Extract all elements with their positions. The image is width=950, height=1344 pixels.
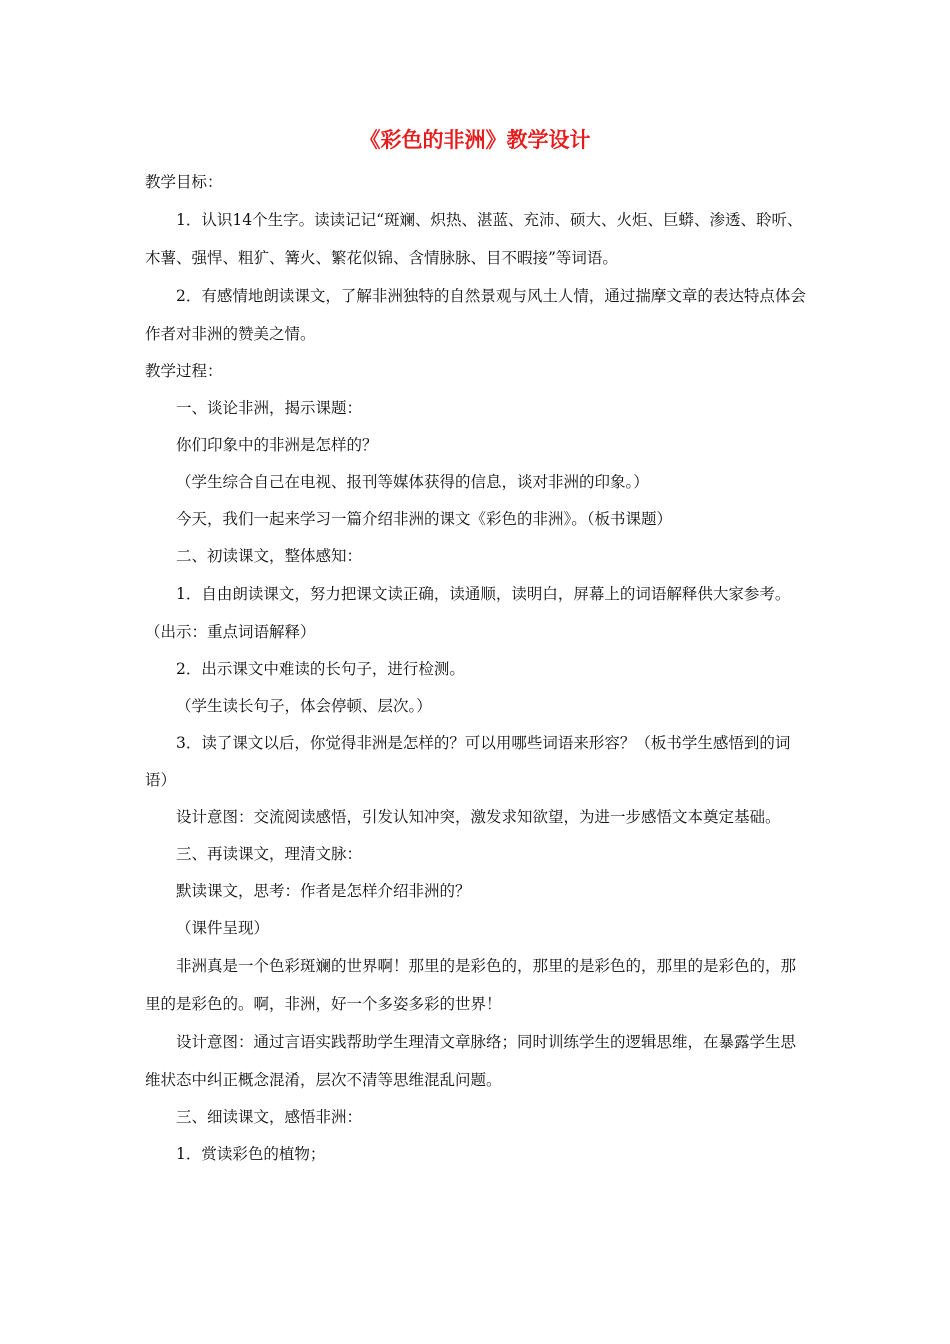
paragraph: 1．自由朗读课文，努力把课文读正确，读通顺，读明白，屏幕上的词语解释供大家参考。（出示：重点词语解释） — [145, 585, 791, 641]
document-title: 《彩色的非洲》教学设计 — [359, 128, 591, 152]
paragraph: 2．有感情地朗读课文，了解非洲独特的自然景观与风土人情，通过揣摩文章的表达特点体会作者对非洲的赞美之情。 — [145, 287, 806, 343]
paragraph: 默读课文，思考：作者是怎样介绍非洲的？ — [176, 882, 471, 900]
paragraph: 你们印象中的非洲是怎样的？ — [176, 436, 378, 454]
paragraph: （学生读长句子，体会停顿、层次。） — [176, 697, 432, 715]
paragraph: 三、再读课文，理清文脉： — [176, 845, 363, 863]
paragraph: 非洲真是一个色彩斑斓的世界啊！那里的是彩色的，那里的是彩色的，那里的是彩色的，那里的是彩色的。啊，非洲，好一个多姿多彩的世界！ — [145, 957, 797, 1013]
paragraph: 一、谈论非洲，揭示课题： — [176, 399, 363, 417]
paragraph: 设计意图：交流阅读感悟，引发认知冲突，激发求知欲望，为进一步感悟文本奠定基础。 — [176, 808, 781, 826]
paragraph: 1．认识14个生字。读读记记“斑斓、炽热、湛蓝、充沛、硕大、火炬、巨蟒、渗透、聆听、木薯、强悍、粗犷、篝火、繁花似锦、含情脉脉、目不暇接”等词语。 — [145, 211, 803, 267]
paragraph: 三、细读课文，感悟非洲： — [176, 1108, 363, 1126]
paragraph: 3．读了课文以后，你觉得非洲是怎样的？可以用哪些词语来形容？（板书学生感悟到的词语） — [145, 734, 791, 789]
paragraph: 设计意图：通过言语实践帮助学生理清文章脉络；同时训练学生的逻辑思维，在暴露学生思维状态中纠正概念混淆，层次不清等思维混乱问题。 — [145, 1033, 797, 1089]
paragraph: （学生综合自己在电视、报刊等媒体获得的信息，谈对非洲的印象。） — [176, 473, 649, 491]
paragraph: 二、初读课文，整体感知： — [176, 547, 363, 565]
paragraph: 1．赏读彩色的植物； — [176, 1145, 326, 1163]
paragraph: 教学目标： — [145, 173, 223, 191]
paragraph: 今天，我们一起来学习一篇介绍非洲的课文《彩色的非洲》。（板书课题） — [176, 510, 673, 528]
paragraph: 2．出示课文中难读的长句子，进行检测。 — [176, 660, 465, 678]
document-body — [145, 164, 810, 1173]
paragraph: （课件呈现） — [176, 919, 270, 937]
paragraph: 教学过程： — [145, 362, 223, 380]
